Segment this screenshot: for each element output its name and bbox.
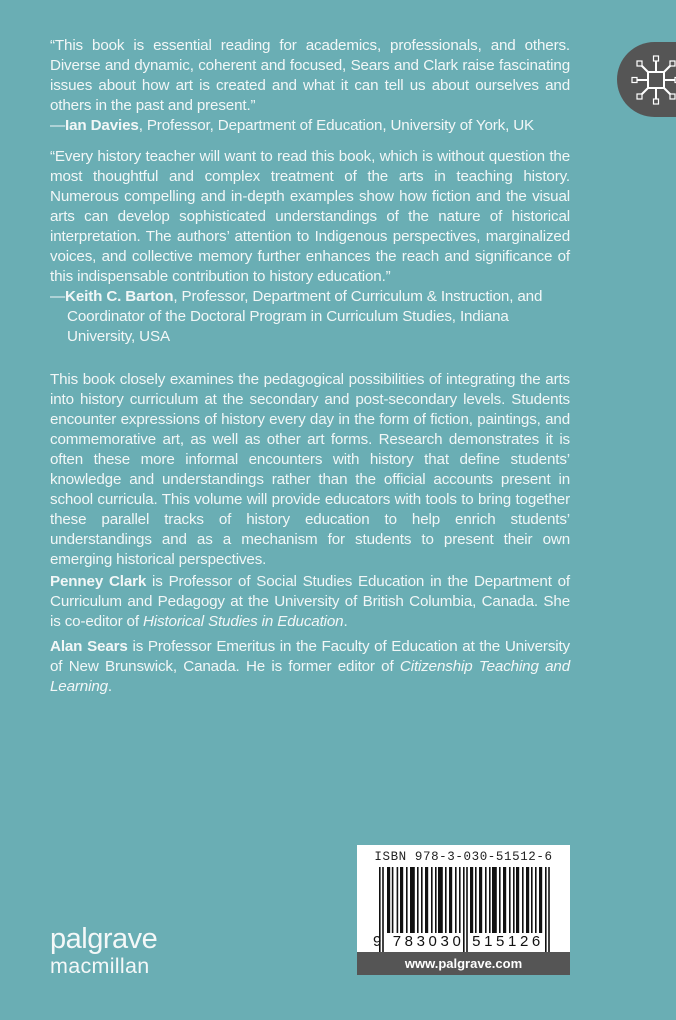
quote-affiliation: , Professor, Department of Curriculum & Instruction, and Coordinator of the Doctoral Program in Curriculum Studies, Indiana University, USA — [67, 288, 543, 345]
bio-publication: Citizenship Teaching and Learning — [50, 658, 570, 695]
series-badge — [617, 42, 676, 117]
bio-name: Penney Clark — [50, 573, 147, 590]
bio-end: . — [343, 613, 348, 630]
author-bio-1 — [50, 572, 570, 632]
quote-text: “This book is essential reading for academics, professionals, and others. Diverse and dynamic, coherent and focused, Sears and Clark raise fascinating issues about how art is created and what it can tell us about ourselves and others in the past and present.” — [50, 37, 570, 114]
publisher-logo — [50, 925, 157, 978]
barcode-first-digit: 9 — [373, 933, 385, 950]
quote-author: Keith C. Barton — [65, 288, 174, 305]
quote-attribution — [50, 116, 570, 136]
em-dash: — — [50, 117, 66, 134]
author-bio-2 — [50, 637, 570, 697]
bio-name: Alan Sears — [50, 638, 128, 655]
bio-text — [50, 572, 570, 632]
bio-body: is Professor of Social Studies Education in the Department of Curriculum and Pedagogy at the University of British Columbia, Canada. She is co-editor of — [50, 573, 571, 630]
bio-text — [50, 637, 570, 697]
quote-affiliation: , Professor, Department of Education, University of York, UK — [138, 117, 535, 134]
publisher-logo-line1: palgrave — [50, 923, 158, 955]
em-dash: — — [50, 288, 66, 305]
network-node-icon — [628, 52, 676, 108]
isbn-label: ISBN 978-3-030-51512-6 — [374, 850, 553, 864]
description-text: This book closely examines the pedagogical possibilities of integrating the arts into history curriculum at the secondary and post-secondary levels. Students encounter expressions of history every day in the form of fiction, paintings, and commemorative art, as well as other art forms. Research demonstrates it is often these more informal encounters with history that define students’ knowledge and understandings rather than the official accounts present in school curricula. This volume will provide educators with tools to bring together these parallel tracks of history education to help enrich students’ understandings and as a mechanism for students to present their own emerging historical perspectives. — [50, 371, 570, 568]
isbn-barcode — [357, 845, 570, 975]
publisher-url: www.palgrave.com — [357, 952, 570, 975]
bio-publication: Historical Studies in Education — [142, 613, 344, 630]
endorsement-quote-2 — [50, 147, 570, 347]
quote-text: “Every history teacher will want to read this book, which is without question the most thoughtful and complex treatment of the arts in teaching history. Numerous compelling and in-depth examples show how fiction and the visual arts can develop sophisticated understandings of the nature of historical interpretation. The authors’ attention to Indigenous perspectives, marginalized voices, and collective memory further enhances the reach and significance of this indispensable contribution to history education.” — [50, 148, 570, 285]
bio-body: is Professor Emeritus in the Faculty of Education at the University of New Brunswick, Canada. He is former editor of — [50, 638, 570, 675]
quote-author: Ian Davies — [65, 117, 139, 134]
barcode-right-digits: 515126 — [472, 933, 544, 950]
endorsement-quote-1 — [50, 36, 570, 136]
publisher-logo-line2: macmillan — [50, 954, 150, 978]
bio-end: . — [107, 678, 112, 695]
barcode-digits — [373, 933, 544, 950]
book-description — [50, 370, 570, 570]
quote-attribution — [50, 287, 570, 347]
barcode-left-digits: 783030 — [392, 933, 465, 950]
